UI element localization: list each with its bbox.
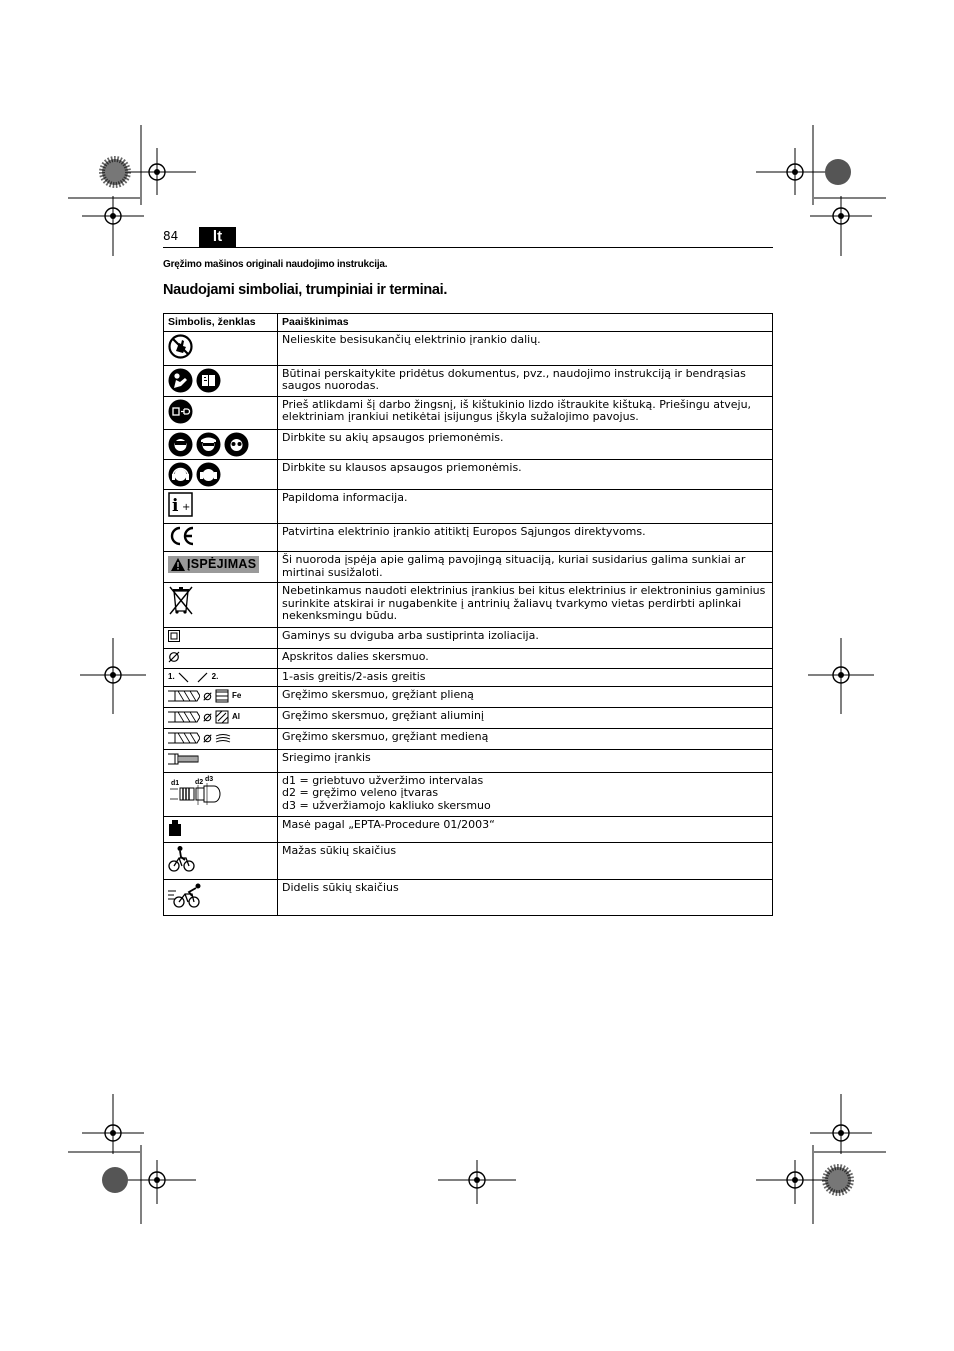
- table-row: [164, 772, 773, 816]
- explanation-cell: Dirbkite su klausos apsaugos priemonėmis.: [278, 460, 773, 490]
- chuck-dim-line-d2: d2 = gręžimo veleno įtvaras: [282, 786, 439, 799]
- gear-2-label: 2.: [211, 672, 219, 681]
- ce-mark-icon: [168, 526, 196, 546]
- table-row: [164, 708, 773, 729]
- eye-protection-icon: [196, 432, 221, 457]
- explanation-cell: [278, 772, 773, 816]
- table-row: [164, 430, 773, 460]
- high-speed-bike-icon: [168, 882, 202, 910]
- explanation-cell: Didelis sūkių skaičius: [278, 879, 773, 916]
- symbols-table: [163, 313, 773, 916]
- explanation-cell: Nebetinkamus naudoti elektrinius įrankius bei kitus elektrinius ir elektroninius gaminius surinkite atskirai ir nugabenkite į antrinių žaliavų tvarkymo vietas perdirbti aplinkai nekenksmingu būdu.: [278, 583, 773, 628]
- safety-goggles-icon: [224, 432, 249, 457]
- table-row: [164, 583, 773, 628]
- explanation-cell: Gaminys su dviguba arba sustiprinta izoliacija.: [278, 628, 773, 649]
- explanation-cell: Dirbkite su akių apsaugos priemonėmis.: [278, 430, 773, 460]
- table-row: [164, 628, 773, 649]
- table-row: [164, 750, 773, 773]
- drill-bit-icon: [168, 710, 200, 724]
- language-tab: lt: [199, 227, 236, 247]
- explanation-cell: Masė pagal „EPTA-Procedure 01/2003“: [278, 816, 773, 843]
- table-row: [164, 669, 773, 687]
- diameter-icon: [203, 692, 212, 701]
- document-subtitle: Gręžimo mašinos originali naudojimo instrukcija.: [163, 259, 388, 270]
- chuck-dim-line-d1: d1 = griebtuvo užveržimo intervalas: [282, 773, 484, 787]
- warning-label: [168, 556, 259, 573]
- speed-1-slash-icon: [178, 672, 190, 683]
- weight-icon: [168, 819, 182, 837]
- chuck-dim-line-d3: d3 = užveržiamojo kakliuko skersmuo: [282, 798, 491, 812]
- steel-material-icon: [215, 689, 229, 703]
- column-header-symbol: Simbolis, ženklas: [164, 314, 278, 332]
- explanation-cell: Mažas sūkių skaičius: [278, 843, 773, 880]
- tapping-tool-icon: [168, 752, 200, 766]
- table-row: [164, 552, 773, 583]
- header-divider: [163, 247, 773, 248]
- chuck-dimensions-icon: [168, 775, 232, 809]
- unplug-icon: [168, 399, 193, 424]
- drill-bit-icon: [168, 689, 200, 703]
- table-row: [164, 879, 773, 916]
- explanation-cell: Patvirtina elektrinio įrankio atitiktį Europos Sąjungos direktyvoms.: [278, 523, 773, 552]
- label-d1: d1: [171, 779, 180, 787]
- read-manual-icon: [168, 368, 193, 393]
- ear-protection-icon: [168, 462, 193, 487]
- table-row: [164, 843, 773, 880]
- explanation-cell: Būtinai perskaitykite pridėtus dokumentus, pvz., naudojimo instrukciją ir bendrąsias saugos nuorodas.: [278, 365, 773, 396]
- diameter-icon: [168, 651, 180, 663]
- book-icon: [196, 368, 221, 393]
- table-row: [164, 490, 773, 524]
- steel-label: Fe: [232, 690, 242, 700]
- explanation-cell: Apskritos dalies skersmuo.: [278, 648, 773, 669]
- table-row: [164, 816, 773, 843]
- explanation-cell: Gręžimo skersmuo, gręžiant aliuminį: [278, 708, 773, 729]
- drill-bit-icon: [168, 731, 200, 745]
- page-number: 84: [163, 229, 179, 243]
- table-header-row: [164, 314, 773, 332]
- label-d2: d2: [195, 778, 204, 786]
- table-row: [164, 729, 773, 750]
- explanation-cell: Ši nuoroda įspėja apie galimą pavojingą situaciją, kuriai susidarius galima sunkiai ar mirtinai susižaloti.: [278, 552, 773, 583]
- table-row: [164, 687, 773, 708]
- warning-triangle-icon: [171, 558, 185, 571]
- low-speed-bike-icon: [168, 845, 196, 873]
- explanation-cell: Sriegimo įrankis: [278, 750, 773, 773]
- wood-material-icon: [215, 732, 231, 745]
- explanation-cell: Gręžimo skersmuo, gręžiant plieną: [278, 687, 773, 708]
- explanation-cell: Gręžimo skersmuo, gręžiant medieną: [278, 729, 773, 750]
- ear-muffs-icon: [196, 462, 221, 487]
- double-insulation-icon: [168, 630, 180, 642]
- explanation-cell: Papildoma informacija.: [278, 490, 773, 524]
- gear-1-label: 1.: [168, 672, 175, 681]
- face-shield-icon: [168, 432, 193, 457]
- table-row: [164, 648, 773, 669]
- explanation-cell: 1-asis greitis/2-asis greitis: [278, 669, 773, 687]
- table-row: [164, 460, 773, 490]
- svg-text:+: +: [182, 502, 191, 513]
- speed-2-slash-icon: [197, 672, 209, 683]
- svg-text:i: i: [172, 496, 179, 516]
- info-icon: [168, 492, 193, 517]
- section-heading: Naudojami simboliai, trumpiniai ir terminai.: [163, 282, 448, 298]
- diameter-icon: [203, 734, 212, 743]
- warning-label-text: ĮSPĖJIMAS: [187, 557, 257, 572]
- weee-bin-icon: [168, 585, 194, 615]
- table-row: [164, 523, 773, 552]
- no-touch-icon: [168, 334, 193, 359]
- explanation-cell: Nelieskite besisukančių elektrinio įrankio dalių.: [278, 332, 773, 366]
- explanation-cell: Prieš atlikdami šį darbo žingsnį, iš kištukinio lizdo ištraukite kištuką. Priešingu atveju, elektriniam įrankiui netikėtai įsijungus įškyla sužalojimo pavojus.: [278, 396, 773, 430]
- table-row: [164, 396, 773, 430]
- label-d3: d3: [205, 775, 214, 783]
- speed-gears-icon: [168, 671, 273, 684]
- aluminium-label: Al: [232, 711, 240, 721]
- table-row: [164, 332, 773, 366]
- table-row: [164, 365, 773, 396]
- column-header-explanation: Paaiškinimas: [278, 314, 773, 332]
- aluminium-material-icon: [215, 710, 229, 724]
- diameter-icon: [203, 713, 212, 722]
